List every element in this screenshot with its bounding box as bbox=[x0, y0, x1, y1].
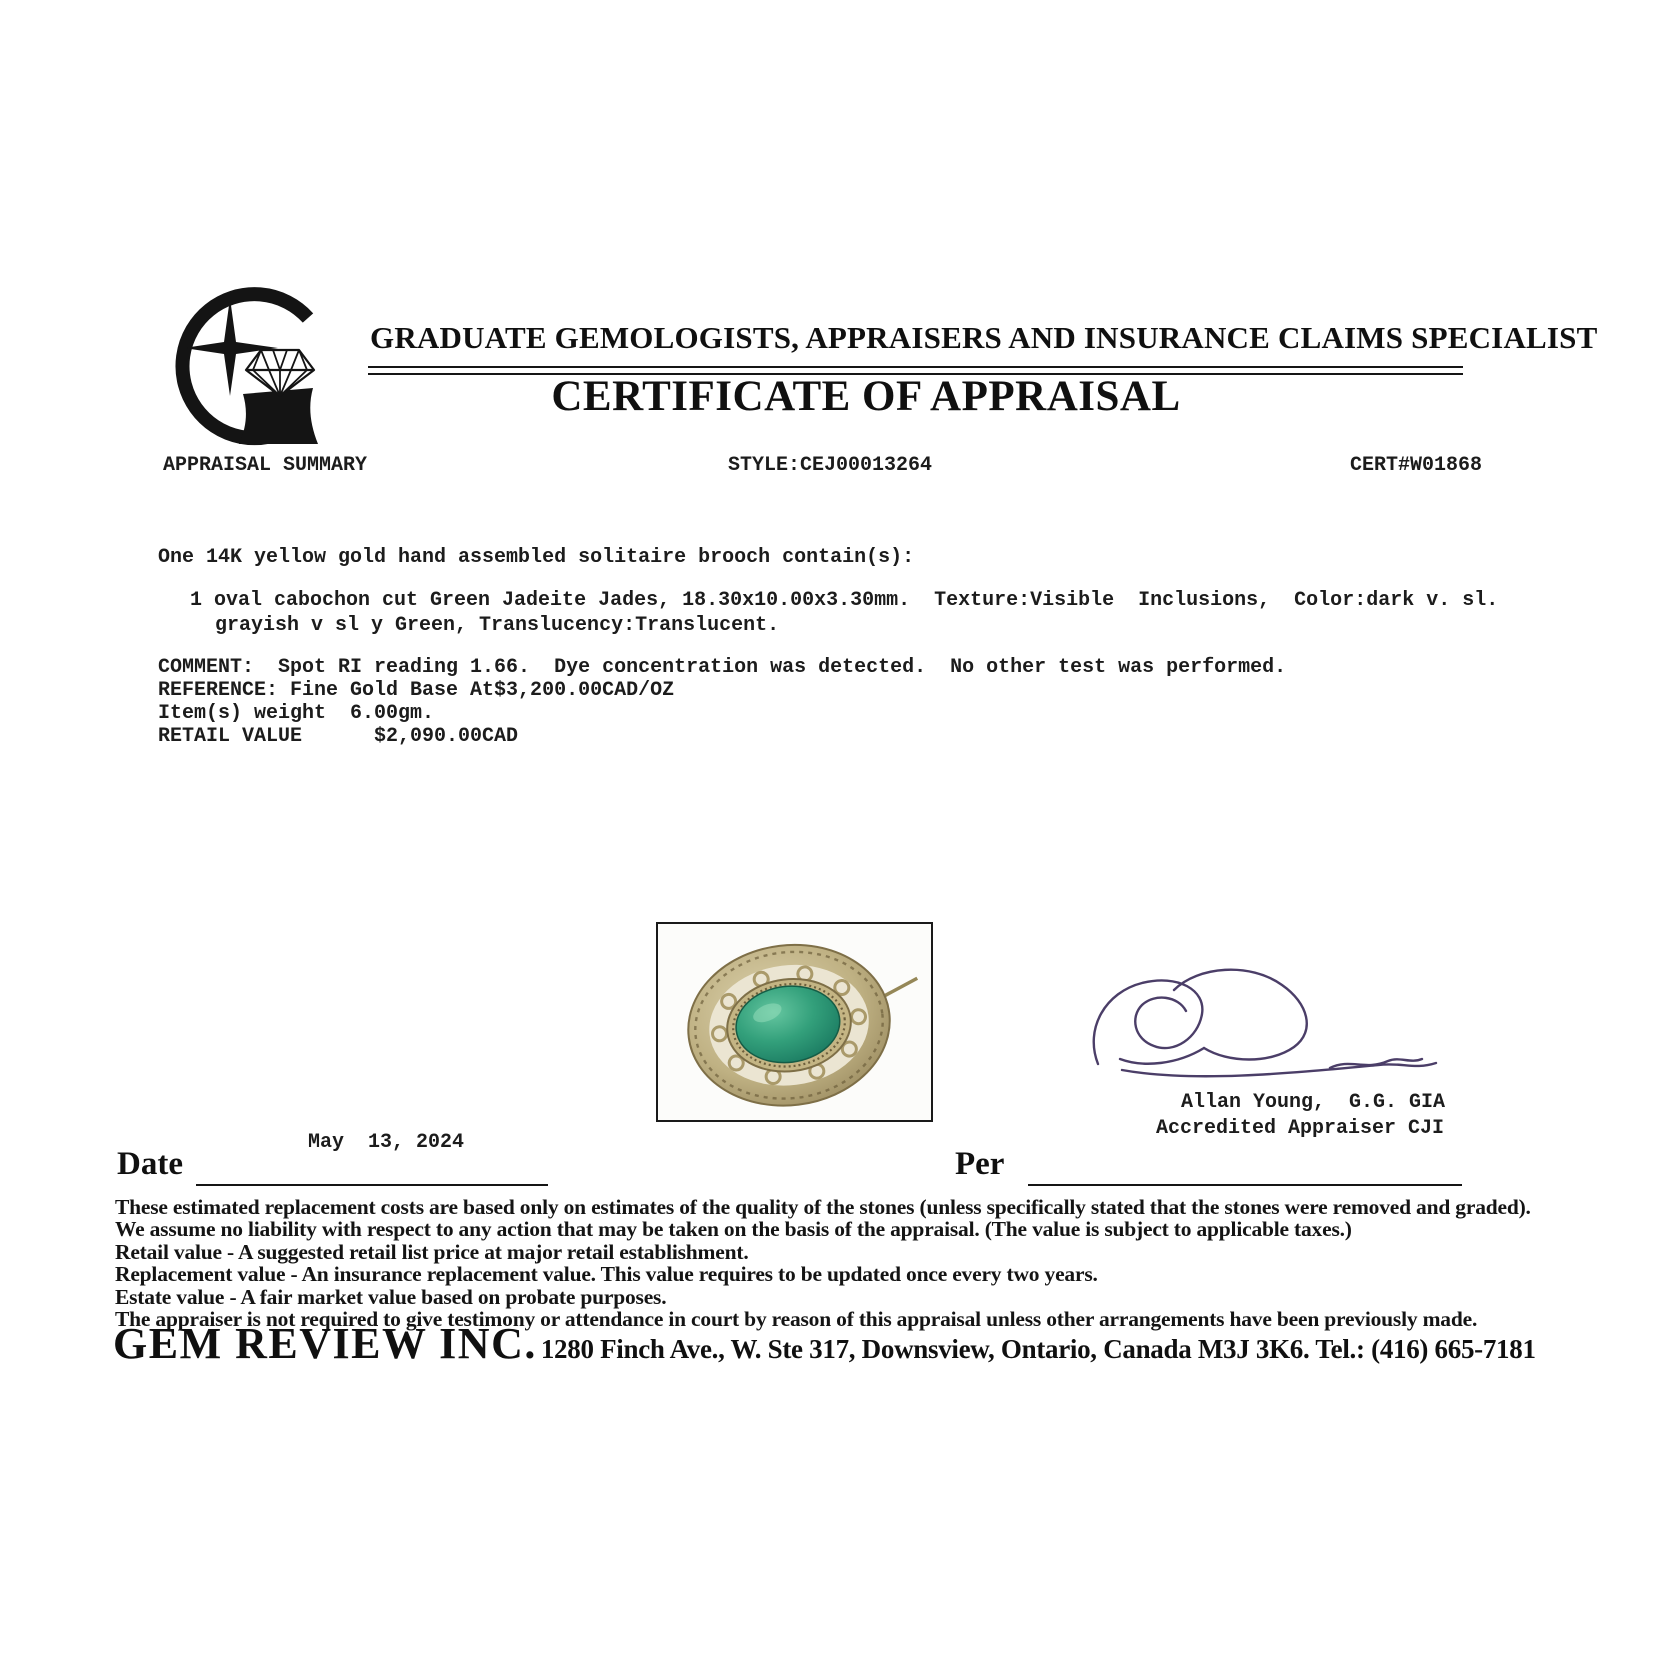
item-detail-line-2: grayish v sl y Green, Translucency:Translucent. bbox=[215, 614, 780, 637]
header-tagline: GRADUATE GEMOLOGISTS, APPRAISERS AND INSURANCE CLAIMS SPECIALIST bbox=[370, 320, 1598, 355]
style-number: STYLE:CEJ00013264 bbox=[728, 454, 933, 477]
date-label: Date bbox=[117, 1146, 183, 1182]
company-address: 1280 Finch Ave., W. Ste 317, Downsview, Ontario, Canada M3J 3K6. Tel.: (416) 665-7181 bbox=[540, 1334, 1536, 1364]
appraiser-name: Allan Young, G.G. GIA bbox=[1181, 1091, 1446, 1114]
cert-number: CERT#W01868 bbox=[1350, 454, 1483, 477]
date-signature-line bbox=[196, 1184, 548, 1186]
disclaimer-line: The appraiser is not required to give testimony or attendance in court by reason of this appraisal unless other arrangements have been previously made. bbox=[115, 1307, 1478, 1332]
brooch-pin bbox=[882, 978, 919, 996]
per-label: Per bbox=[955, 1146, 1005, 1182]
weight-line: Item(s) weight 6.00gm. bbox=[158, 702, 435, 725]
per-signature-line bbox=[1028, 1184, 1462, 1186]
appraiser-title: Accredited Appraiser CJI bbox=[1156, 1117, 1445, 1140]
brooch-photo-frame bbox=[656, 922, 933, 1122]
appraiser-signature bbox=[1078, 958, 1473, 1108]
disclaimer-block bbox=[115, 1195, 1531, 1332]
gem-review-logo bbox=[160, 278, 356, 454]
certificate-title: CERTIFICATE OF APPRAISAL bbox=[551, 373, 1181, 420]
appraisal-summary-label: APPRAISAL SUMMARY bbox=[163, 454, 368, 477]
comment-line: COMMENT: Spot RI reading 1.66. Dye concentration was detected. No other test was performed. bbox=[158, 656, 1287, 679]
date-value: May 13, 2024 bbox=[308, 1131, 465, 1154]
disclaimer-line: Retail value - A suggested retail list price at major retail establishment. bbox=[115, 1239, 749, 1264]
reference-line: REFERENCE: Fine Gold Base At$3,200.00CAD/OZ bbox=[158, 679, 675, 702]
footer bbox=[113, 1318, 1536, 1369]
logo-pedestal bbox=[239, 388, 318, 444]
disclaimer-line: Estate value - A fair market value based on probate purposes. bbox=[115, 1284, 667, 1309]
retail-value-label: RETAIL VALUE bbox=[158, 725, 303, 748]
disclaimer-line: We assume no liability with respect to any action that may be taken on the basis of the appraisal. (The value is subject to applicable taxes.) bbox=[115, 1217, 1352, 1242]
item-intro-line: One 14K yellow gold hand assembled solitaire brooch contain(s): bbox=[158, 546, 915, 569]
retail-value-amount: $2,090.00CAD bbox=[374, 725, 519, 748]
disclaimer-line: These estimated replacement costs are based only on estimates of the quality of the stones (unless specifically stated that the stones were removed and graded). bbox=[115, 1195, 1531, 1219]
company-name: GEM REVIEW INC. bbox=[113, 1319, 537, 1368]
brooch-photo bbox=[658, 924, 930, 1119]
item-detail-line-1: 1 oval cabochon cut Green Jadeite Jades, 18.30x10.00x3.30mm. Texture:Visible Inclusions, Color:dark v. sl. bbox=[190, 589, 1499, 612]
disclaimer-line: Replacement value - An insurance replacement value. This value requires to be updated once every two years. bbox=[115, 1262, 1098, 1287]
